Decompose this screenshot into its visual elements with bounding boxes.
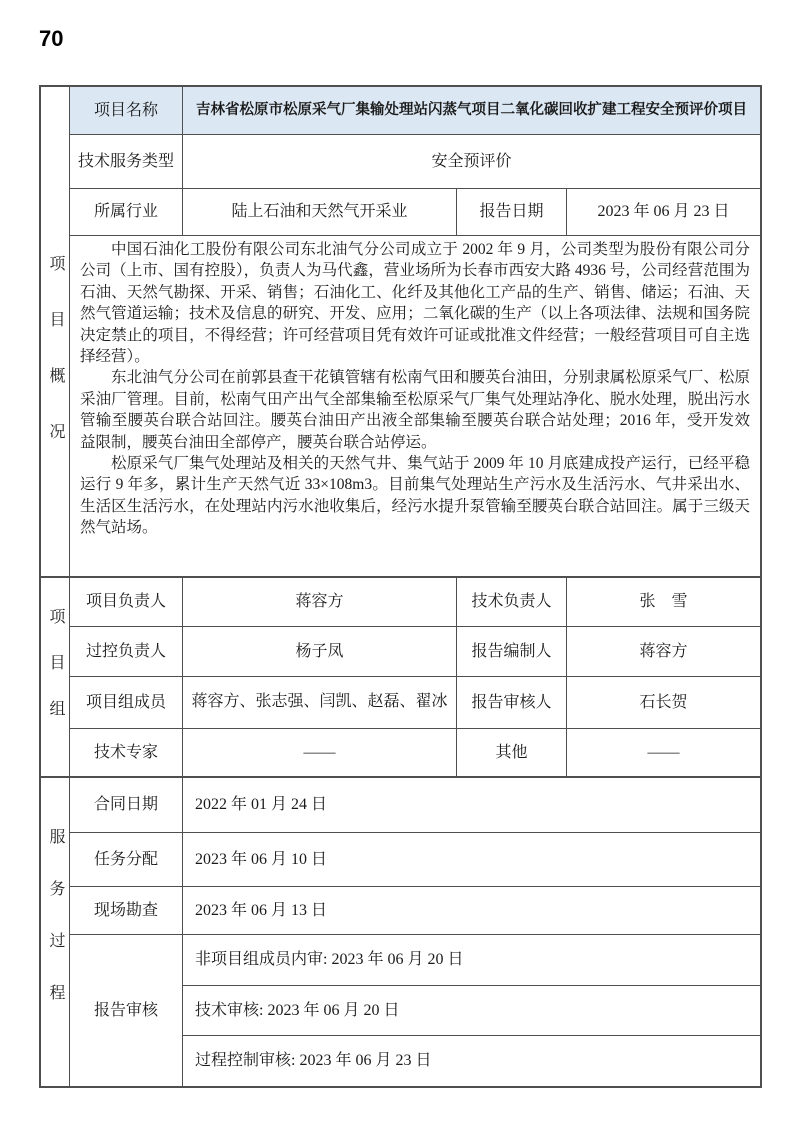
process-control-leader-value: 杨子凤 (182, 627, 456, 676)
report-reviewer-value: 石长贺 (566, 677, 760, 728)
tech-expert-value: —— (182, 729, 456, 776)
page-number: 70 (39, 26, 64, 51)
service-type-value: 安全预评价 (182, 135, 760, 188)
contract-date-label: 合同日期 (93, 796, 158, 813)
project-name-row (70, 87, 760, 134)
process-control-leader-label: 过控负责人 (85, 642, 166, 660)
task-assign-date-label: 任务分配 (93, 850, 158, 868)
site-survey-date-label: 现场勘查 (93, 901, 158, 919)
table-row (70, 886, 760, 934)
overview-section-rail (41, 87, 70, 576)
other-label: 其他 (456, 729, 566, 776)
industry-value: 陆上石油和天然气开采业 (182, 189, 456, 235)
contract-date-value: 2022 年 01 月 24 日 (182, 778, 760, 832)
report-writer-label: 报告编制人 (456, 627, 566, 676)
table-row (70, 728, 760, 776)
overview-text-row (70, 235, 760, 576)
task-assign-date-value: 2023 年 06 月 10 日 (182, 833, 760, 886)
internal-review-date: 非项目组成员内审: 2023 年 06 月 20 日 (195, 950, 464, 968)
report-date-label: 报告日期 (456, 189, 566, 235)
site-survey-date-value: 2023 年 06 月 13 日 (182, 887, 760, 934)
section-team (41, 576, 760, 776)
table-row (70, 626, 760, 676)
overview-text (70, 236, 760, 576)
report-reviewer-label: 报告审核人 (456, 677, 566, 728)
table-row (70, 778, 760, 832)
team-section-label: 项目组 (47, 608, 64, 746)
tech-leader-label: 技术负责人 (456, 578, 566, 626)
table-row (70, 676, 760, 728)
tech-leader-value: 张 雪 (566, 578, 760, 626)
service-type-row (70, 134, 760, 188)
project-leader-value: 蒋容方 (182, 578, 456, 626)
process-control-review-date: 过程控制审核: 2023 年 06 月 23 日 (183, 1035, 760, 1086)
project-name-label: 项目名称 (93, 101, 158, 119)
team-section-rail (41, 578, 70, 776)
section-overview (41, 87, 760, 576)
report-date-value: 2023 年 06 月 23 日 (566, 189, 760, 235)
project-info-table (39, 85, 762, 1088)
other-value: —— (566, 729, 760, 776)
industry-label: 所属行业 (93, 203, 158, 220)
project-name-value: 吉林省松原市松原采气厂集输处理站闪蒸气项目二氧化碳回收扩建工程安全预评价项目 (182, 87, 760, 134)
report-writer-value: 蒋容方 (566, 627, 760, 676)
report-review-label: 报告审核 (93, 1001, 158, 1019)
table-row (70, 578, 760, 626)
tech-expert-label: 技术专家 (93, 743, 158, 761)
technical-review-date: 技术审核: 2023 年 06 月 20 日 (183, 985, 760, 1036)
overview-paragraph-2: 东北油气分公司在前郭县查干花镇管辖有松南气田和腰英台油田，分别隶属松原采气厂、松原采油厂管理。目前，松南气田产出气全部集输至松原采气厂集气处理站净化、脱水处理，脱出污水管输至腰英台联合站回注。腰英台油田产出液全部集输至腰英台联合站处理；2016 年，受开发效益限制，腰英台油田全部停产，腰英台联合站停运。 (80, 369, 750, 451)
table-row (70, 832, 760, 886)
industry-row (70, 188, 760, 235)
overview-paragraph-1: 中国石油化工股份有限公司东北油气分公司成立于 2002 年 9 月，公司类型为股份有限公司分公司（上市、国有控股），负责人为马代鑫，营业场所为长春市西安大路 4936 号，公司经营范围为石油、天然气勘探、开采、销售；石油化工、化纤及其他化工产品的生产、销售、储运；石油、天然气管道运输；技术及信息的研究、开发、应用；二氧化碳的生产（以上各项法律、法规和国务院决定禁止的项目，不得经营；许可经营项目凭有效许可证或批准文件经营；一般经营项目可自主选择经营）。 (80, 241, 750, 366)
section-process (41, 776, 760, 1086)
service-type-label: 技术服务类型 (77, 152, 174, 170)
overview-paragraph-3: 松原采气厂集气处理站及相关的天然气井、集气站于 2009 年 10 月底建成投产运行，已经平稳运行 9 年多，累计生产天然气近 33×108m3。目前集气处理站生产污水及生活污水、气井采出水、生活区生活污水，在处理站内污水池收集后，经污水提升泵管输至腰英台联合站回注。属于三级天然气站场。 (80, 455, 750, 537)
process-section-rail (41, 778, 70, 1086)
process-section-label: 服务过程 (47, 828, 64, 1036)
overview-section-label: 项目概况 (47, 254, 64, 479)
team-members-value: 蒋容方、张志强、闫凯、赵磊、翟冰 (182, 677, 456, 728)
project-leader-label: 项目负责人 (85, 593, 166, 610)
report-review-row (70, 934, 760, 1086)
team-members-label: 项目组成员 (85, 693, 166, 711)
